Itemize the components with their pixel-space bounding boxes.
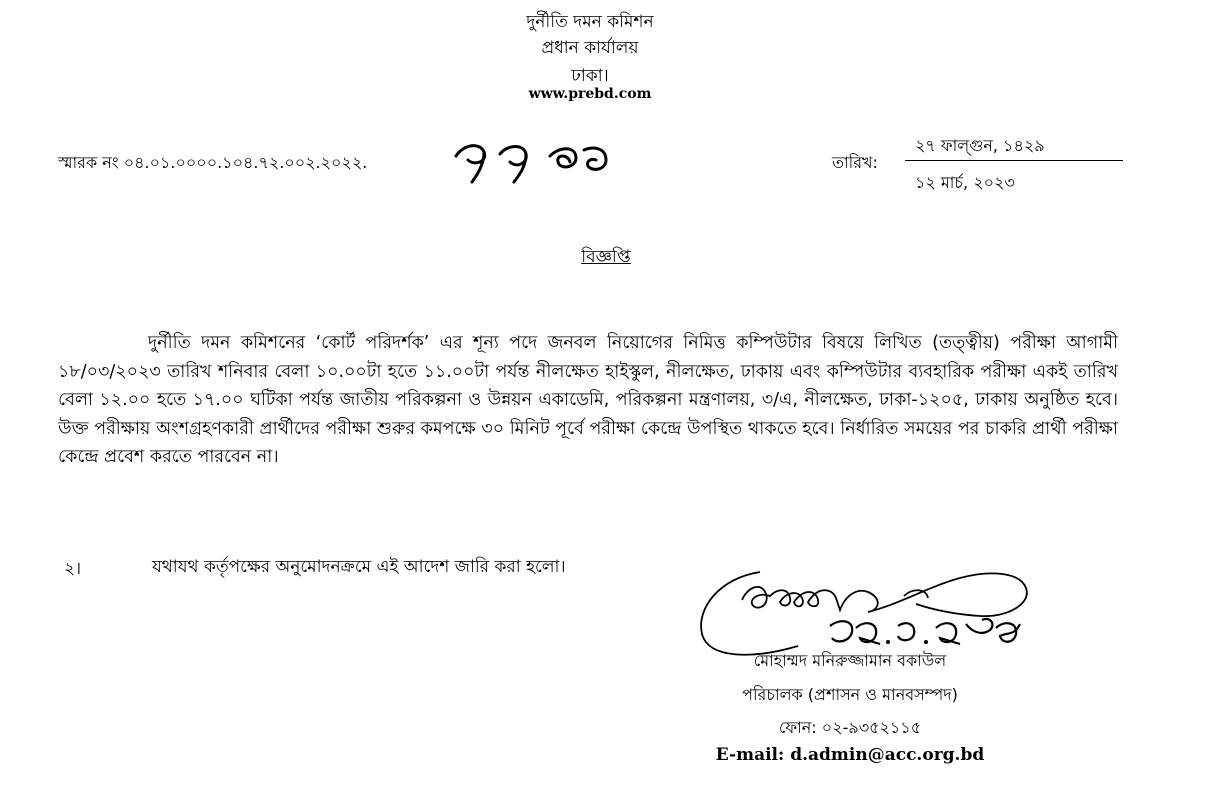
signatory-designation: পরিচালক (প্রশাসন ও মানবসম্পদ) <box>742 685 958 704</box>
organization-name: দুর্নীতি দমন কমিশন <box>526 12 654 32</box>
signatory-phone: ফোন: ০২-৯৩৫২১১৫ <box>778 718 922 737</box>
signatory-email[interactable]: E-mail: d.admin@acc.org.bd <box>715 745 985 765</box>
date-bengali: ২৭ ফাল্গুন, ১৪২৯ <box>915 136 1045 155</box>
notice-title: বিজ্ঞপ্তি <box>581 247 631 267</box>
notice-body: দুর্নীতি দমন কমিশনের ‘কোর্ট পরিদর্শক’ এর শূন্য পদে জনবল নিয়োগের নিমিত্ত কম্পিউটার বিষয়ে লিখিত (তত্ত্বীয়) পরীক্ষা আগামী ১৮/০৩/২০২৩ তারিখ শনিবার বেলা ১০.০০টা হতে ১১.০০টা পর্যন্ত নীলক্ষেত হাইস্কুল, নীলক্ষেত, ঢাকায় এবং কম্পিউটার ব্যবহারিক পরীক্ষা একই তারিখ বেলা ১২.০০ হতে ১৭.০০ ঘটিকা পর্যন্ত জাতীয় পরিকল্পনা ও উন্নয়ন একাডেমি, পরিকল্পনা মন্ত্রণালয়, ৩/এ, নীলক্ষেত, ঢাকা-১২০৫, ঢাকায় অনুষ্ঠিত হবে। উক্ত পরীক্ষায় অংশগ্রহণকারী প্রার্থীদের পরীক্ষা শুরুর কমপক্ষে ৩০ মিনিট পূর্বে পরীক্ষা কেন্দ্রে উপস্থিত থাকতে হবে। নির্ধারিত সময়ের পর চাকরি প্রার্থী পরীক্ষা কেন্দ্রে প্রবেশ করতে পারবেন না। <box>58 333 1118 468</box>
website-link[interactable]: www.prebd.com <box>528 86 652 102</box>
date-gregorian: ১২ মার্চ, ২০২৩ <box>915 173 1015 192</box>
office-name: প্রধান কার্যালয় <box>541 38 639 58</box>
paragraph-number: ২। <box>64 559 82 579</box>
paragraph-text: যথাযথ কর্তৃপক্ষের অনুমোদনক্রমে এই আদেশ জারি করা হলো। <box>152 557 566 577</box>
letterhead <box>330 10 850 102</box>
handwritten-memo-number <box>450 136 620 184</box>
memo-number: স্মারক নং ০৪.০১.০০০০.১০৪.৭২.০০২.২০২২. <box>58 153 368 172</box>
city-name: ঢাকা। <box>571 66 609 86</box>
date-label: তারিখ: <box>832 153 878 172</box>
date-divider <box>905 160 1123 161</box>
signatory-name: মোহাম্মদ মনিরুজ্জামান বকাউল <box>753 651 947 670</box>
